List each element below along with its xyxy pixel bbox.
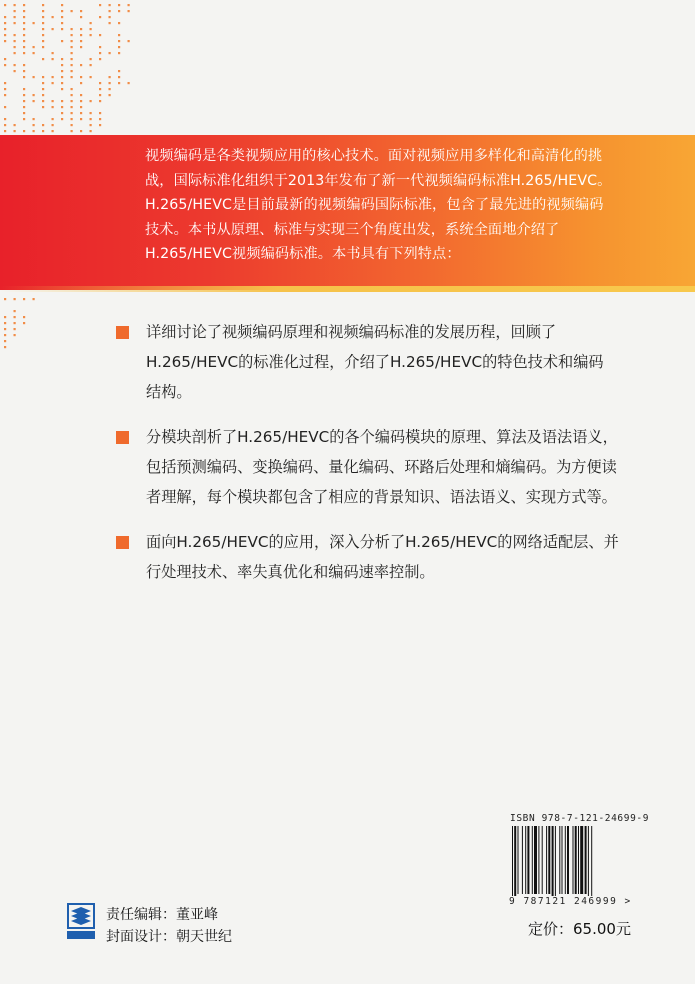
feature-line: 包括预测编码、变换编码、量化编码、环路后处理和熵编码。为方便读 [146, 458, 617, 476]
feature-list [116, 317, 636, 602]
feature-item [116, 317, 636, 407]
feature-line: 行处理技术、率失真优化和编码速率控制。 [146, 563, 435, 581]
designer-credit: 封面设计：朝天世纪 [106, 929, 232, 945]
feature-item [116, 422, 636, 512]
feature-line: 详细讨论了视频编码原理和视频编码标准的发展历程，回顾了 [146, 323, 557, 341]
feature-item [116, 527, 636, 587]
intro-line: H.265/HEVC是目前最新的视频编码国际标准，包含了最先进的视频编码 [145, 197, 604, 213]
feature-line: 分模块剖析了H.265/HEVC的各个编码模块的原理、算法及语法语义， [146, 428, 618, 446]
square-bullet-icon [116, 431, 129, 444]
intro-line: H.265/HEVC视频编码标准。本书具有下列特点： [145, 246, 461, 262]
publisher-logo [67, 903, 95, 939]
feature-line: 结构。 [146, 383, 192, 401]
square-bullet-icon [116, 536, 129, 549]
isbn-barcode [508, 826, 628, 906]
intro-line: 技术。本书从原理、标准与实现三个角度出发，系统全面地介绍了 [145, 221, 560, 238]
editor-credit: 责任编辑：董亚峰 [106, 907, 218, 923]
intro-line: 视频编码是各类视频应用的核心技术。面对视频应用多样化和高清化的挑 [145, 148, 603, 164]
price-label: 定价：65.00元 [528, 920, 631, 938]
square-bullet-icon [116, 326, 129, 339]
feature-line: H.265/HEVC的标准化过程，介绍了H.265/HEVC的特色技术和编码 [146, 353, 604, 371]
intro-line: 战，国际标准化组织于2013年发布了新一代视频编码标准H.265/HEVC。 [145, 172, 612, 189]
isbn-label: ISBN 978-7-121-24699-9 [510, 813, 650, 824]
credits [106, 904, 232, 948]
feature-line: 者理解，每个模块都包含了相应的背景知识、语法语义、实现方式等。 [146, 488, 617, 506]
feature-line: 面向H.265/HEVC的应用，深入分析了H.265/HEVC的网络适配层、并 [146, 533, 619, 551]
intro-band-highlight [0, 286, 695, 292]
intro-paragraph [145, 144, 645, 267]
barcode-digits: 9 787121 246999 > [509, 896, 632, 907]
